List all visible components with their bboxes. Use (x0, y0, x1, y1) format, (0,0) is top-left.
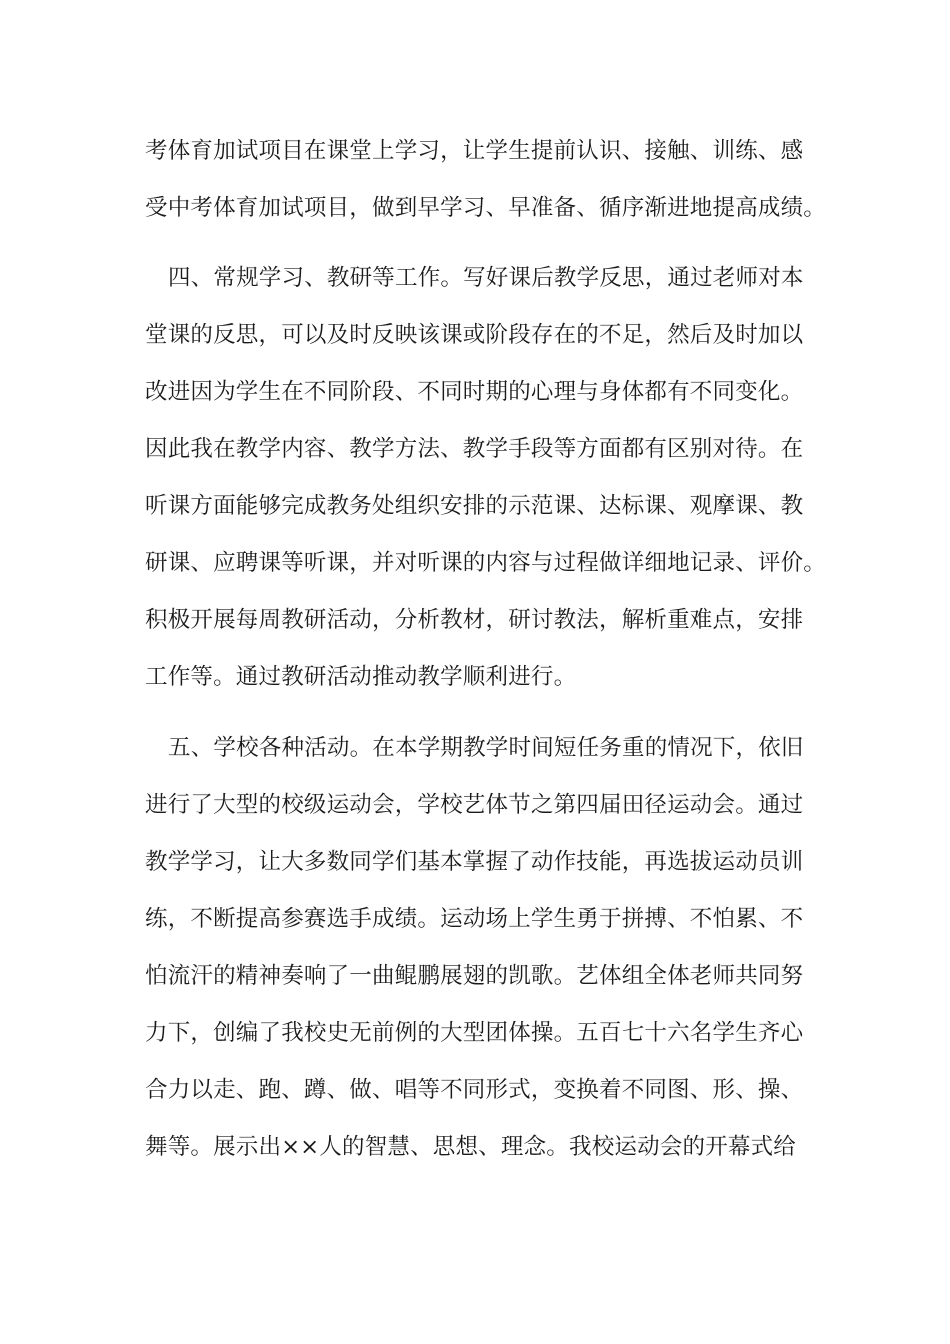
paragraph-2-line-5: 听课方面能够完成教务处组织安排的示范课、达标课、观摩课、教 (145, 493, 804, 519)
paragraph-3-line-2: 进行了大型的校级运动会，学校艺体节之第四届田径运动会。通过 (145, 792, 804, 818)
paragraph-2-line-2: 堂课的反思，可以及时反映该课或阶段存在的不足，然后及时加以 (145, 322, 804, 348)
paragraph-3-line-5: 怕流汗的精神奏响了一曲鲲鹏展翅的凯歌。艺体组全体老师共同努 (145, 963, 804, 989)
paragraph-3-line-8: 舞等。展示出××人的智慧、思想、理念。我校运动会的开幕式给 (145, 1134, 797, 1160)
paragraph-3-line-3: 教学学习，让大多数同学们基本掌握了动作技能，再选拔运动员训 (145, 849, 804, 875)
paragraph-3-line-6: 力下，创编了我校史无前例的大型团体操。五百七十六名学生齐心 (145, 1020, 804, 1046)
paragraph-1-line-2: 受中考体育加试项目，做到早学习、早准备、循序渐进地提高成绩。 (145, 195, 827, 221)
paragraph-2-line-8: 工作等。通过教研活动推动教学顺利进行。 (145, 664, 577, 690)
paragraph-3-line-4: 练，不断提高参赛选手成绩。运动场上学生勇于拼搏、不怕累、不 (145, 906, 804, 932)
paragraph-2-line-6: 研课、应聘课等听课，并对听课的内容与过程做详细地记录、评价。 (145, 550, 827, 576)
paragraph-2-line-3: 改进因为学生在不同阶段、不同时期的心理与身体都有不同变化。 (145, 379, 804, 405)
paragraph-3-line-1: 五、学校各种活动。在本学期教学时间短任务重的情况下，依旧 (168, 735, 804, 761)
paragraph-3-line-7: 合力以走、跑、蹲、做、唱等不同形式，变换着不同图、形、操、 (145, 1077, 804, 1103)
paragraph-2-line-1: 四、常规学习、教研等工作。写好课后教学反思，通过老师对本 (168, 265, 804, 291)
paragraph-2-line-4: 因此我在教学内容、教学方法、教学手段等方面都有区别对待。在 (145, 436, 804, 462)
paragraph-1-line-1: 考体育加试项目在课堂上学习，让学生提前认识、接触、训练、感 (145, 138, 804, 164)
paragraph-2-line-7: 积极开展每周教研活动，分析教材，研讨教法，解析重难点，安排 (145, 607, 804, 633)
